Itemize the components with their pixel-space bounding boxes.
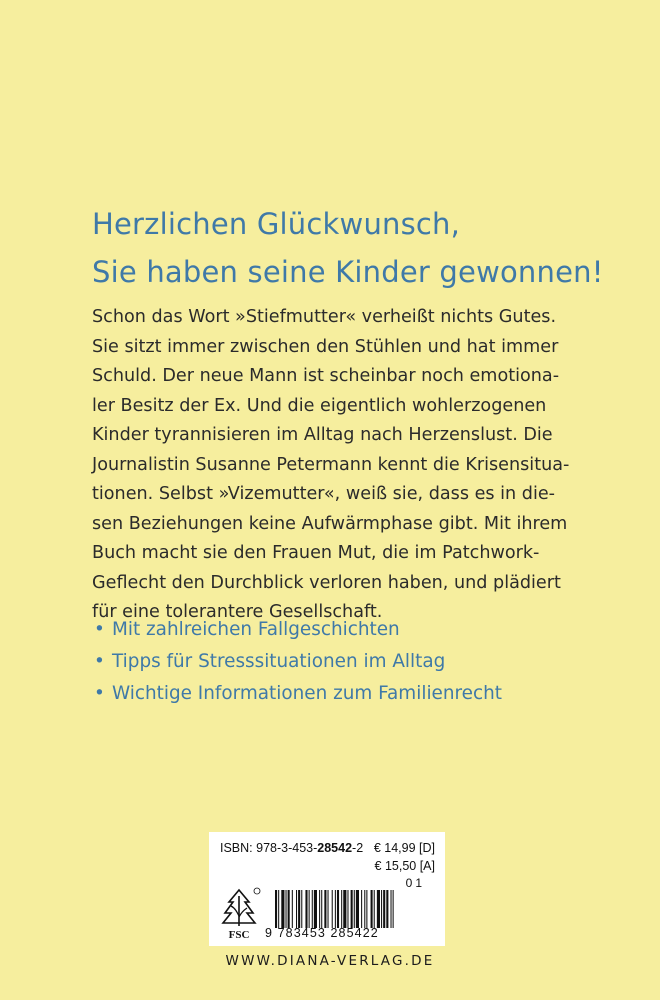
barcode-bar (321, 890, 322, 928)
price-germany: € 14,99 [D] (373, 841, 435, 855)
isbn-bold-part: 28542 (317, 841, 353, 855)
barcode-bar (356, 890, 359, 928)
barcode-bar (337, 890, 339, 928)
bullet-icon: • (94, 683, 105, 704)
barcode-panel (209, 832, 445, 946)
barcode-bar (341, 890, 342, 928)
blurb-line: Schon das Wort »Stiefmutter« verheißt nichts Gutes. (92, 307, 557, 327)
barcode-bar (292, 890, 293, 928)
fsc-label: FSC (228, 929, 250, 941)
barcode-bar (275, 890, 277, 928)
headline-line-1: Herzlichen Glückwunsch, (92, 207, 461, 241)
barcode-bar (351, 890, 353, 928)
barcode-bar (281, 890, 284, 928)
feature-item (94, 678, 634, 710)
blurb-line: Kinder tyrannisieren im Alltag nach Herzenslust. Die (92, 425, 553, 445)
barcode-bar (374, 890, 375, 928)
blurb-line: für eine tolerantere Gesellschaft. (92, 602, 383, 622)
barcode-digits: 9 783453 285422 (265, 926, 379, 940)
isbn-number (220, 841, 363, 855)
blurb-line: Geflecht den Durchblick verloren haben, und plädiert (92, 572, 561, 593)
barcode-bar (381, 890, 382, 928)
barcode-bar (335, 890, 336, 928)
barcode-bar (278, 890, 279, 928)
feature-list (94, 614, 634, 710)
barcode-bar (347, 890, 348, 928)
barcode-bars (275, 890, 437, 928)
barcode-bar (332, 890, 333, 928)
barcode-bar (383, 890, 385, 928)
barcode-bar (298, 890, 300, 928)
blurb-text (92, 303, 632, 628)
feature-label: Tipps für Stresssituationen im Alltag (112, 651, 446, 672)
barcode-bar (301, 890, 302, 928)
barcode-bar (354, 890, 355, 928)
blurb-line: Journalistin Susanne Petermann kennt die Krisensitua- (92, 454, 570, 475)
barcode-bar (361, 890, 362, 928)
barcode-bar (343, 890, 346, 928)
bullet-icon: • (94, 651, 105, 672)
headline (92, 200, 652, 296)
barcode-bar (393, 890, 394, 928)
isbn-suffix: -2 (352, 841, 364, 855)
barcode-bar (286, 890, 287, 928)
feature-item (94, 646, 634, 678)
isbn-prefix: ISBN: 978-3-453- (220, 841, 318, 855)
bullet-icon: • (94, 619, 105, 640)
barcode-bar (371, 890, 373, 928)
barcode-bar (386, 890, 388, 928)
fsc-tree-icon (217, 886, 261, 942)
publisher-website: WWW.DIANA-VERLAG.DE (225, 953, 435, 969)
blurb-line: tionen. Selbst »Vizemutter«, weiß sie, dass es in die- (92, 484, 556, 504)
barcode-bar (328, 890, 329, 928)
barcode-bar (391, 890, 392, 928)
barcode-bar (364, 890, 365, 928)
blurb-line: Buch macht sie den Frauen Mut, die im Patchwork- (92, 543, 540, 563)
barcode-bar (288, 890, 290, 928)
feature-label: Mit zahlreichen Fallgeschichten (112, 619, 400, 640)
barcode-bar (324, 890, 326, 928)
barcode-bar (314, 890, 317, 928)
feature-item (94, 614, 634, 646)
headline-line-2: Sie haben seine Kinder gewonnen! (92, 255, 604, 289)
blurb-line: Schuld. Der neue Mann ist scheinbar noch emotiona- (92, 366, 560, 386)
barcode-bar (366, 890, 367, 928)
barcode-bar (312, 890, 313, 928)
barcode-bar (377, 890, 380, 928)
addon-digits: 01 (405, 876, 425, 890)
price-austria: € 15,50 [A] (374, 859, 435, 873)
blurb-line: sen Beziehungen keine Aufwärmphase gibt. Mit ihrem (92, 513, 568, 534)
blurb-line: ler Besitz der Ex. Und die eigentlich wohlerzogenen (92, 395, 547, 416)
blurb-line: Sie sitzt immer zwischen den Stühlen und hat immer (92, 336, 559, 357)
feature-label: Wichtige Informationen zum Familienrecht (112, 683, 502, 704)
barcode-bar (305, 890, 307, 928)
barcode-bar (296, 890, 297, 928)
barcode-bar (319, 890, 320, 928)
barcode-bar (309, 890, 310, 928)
